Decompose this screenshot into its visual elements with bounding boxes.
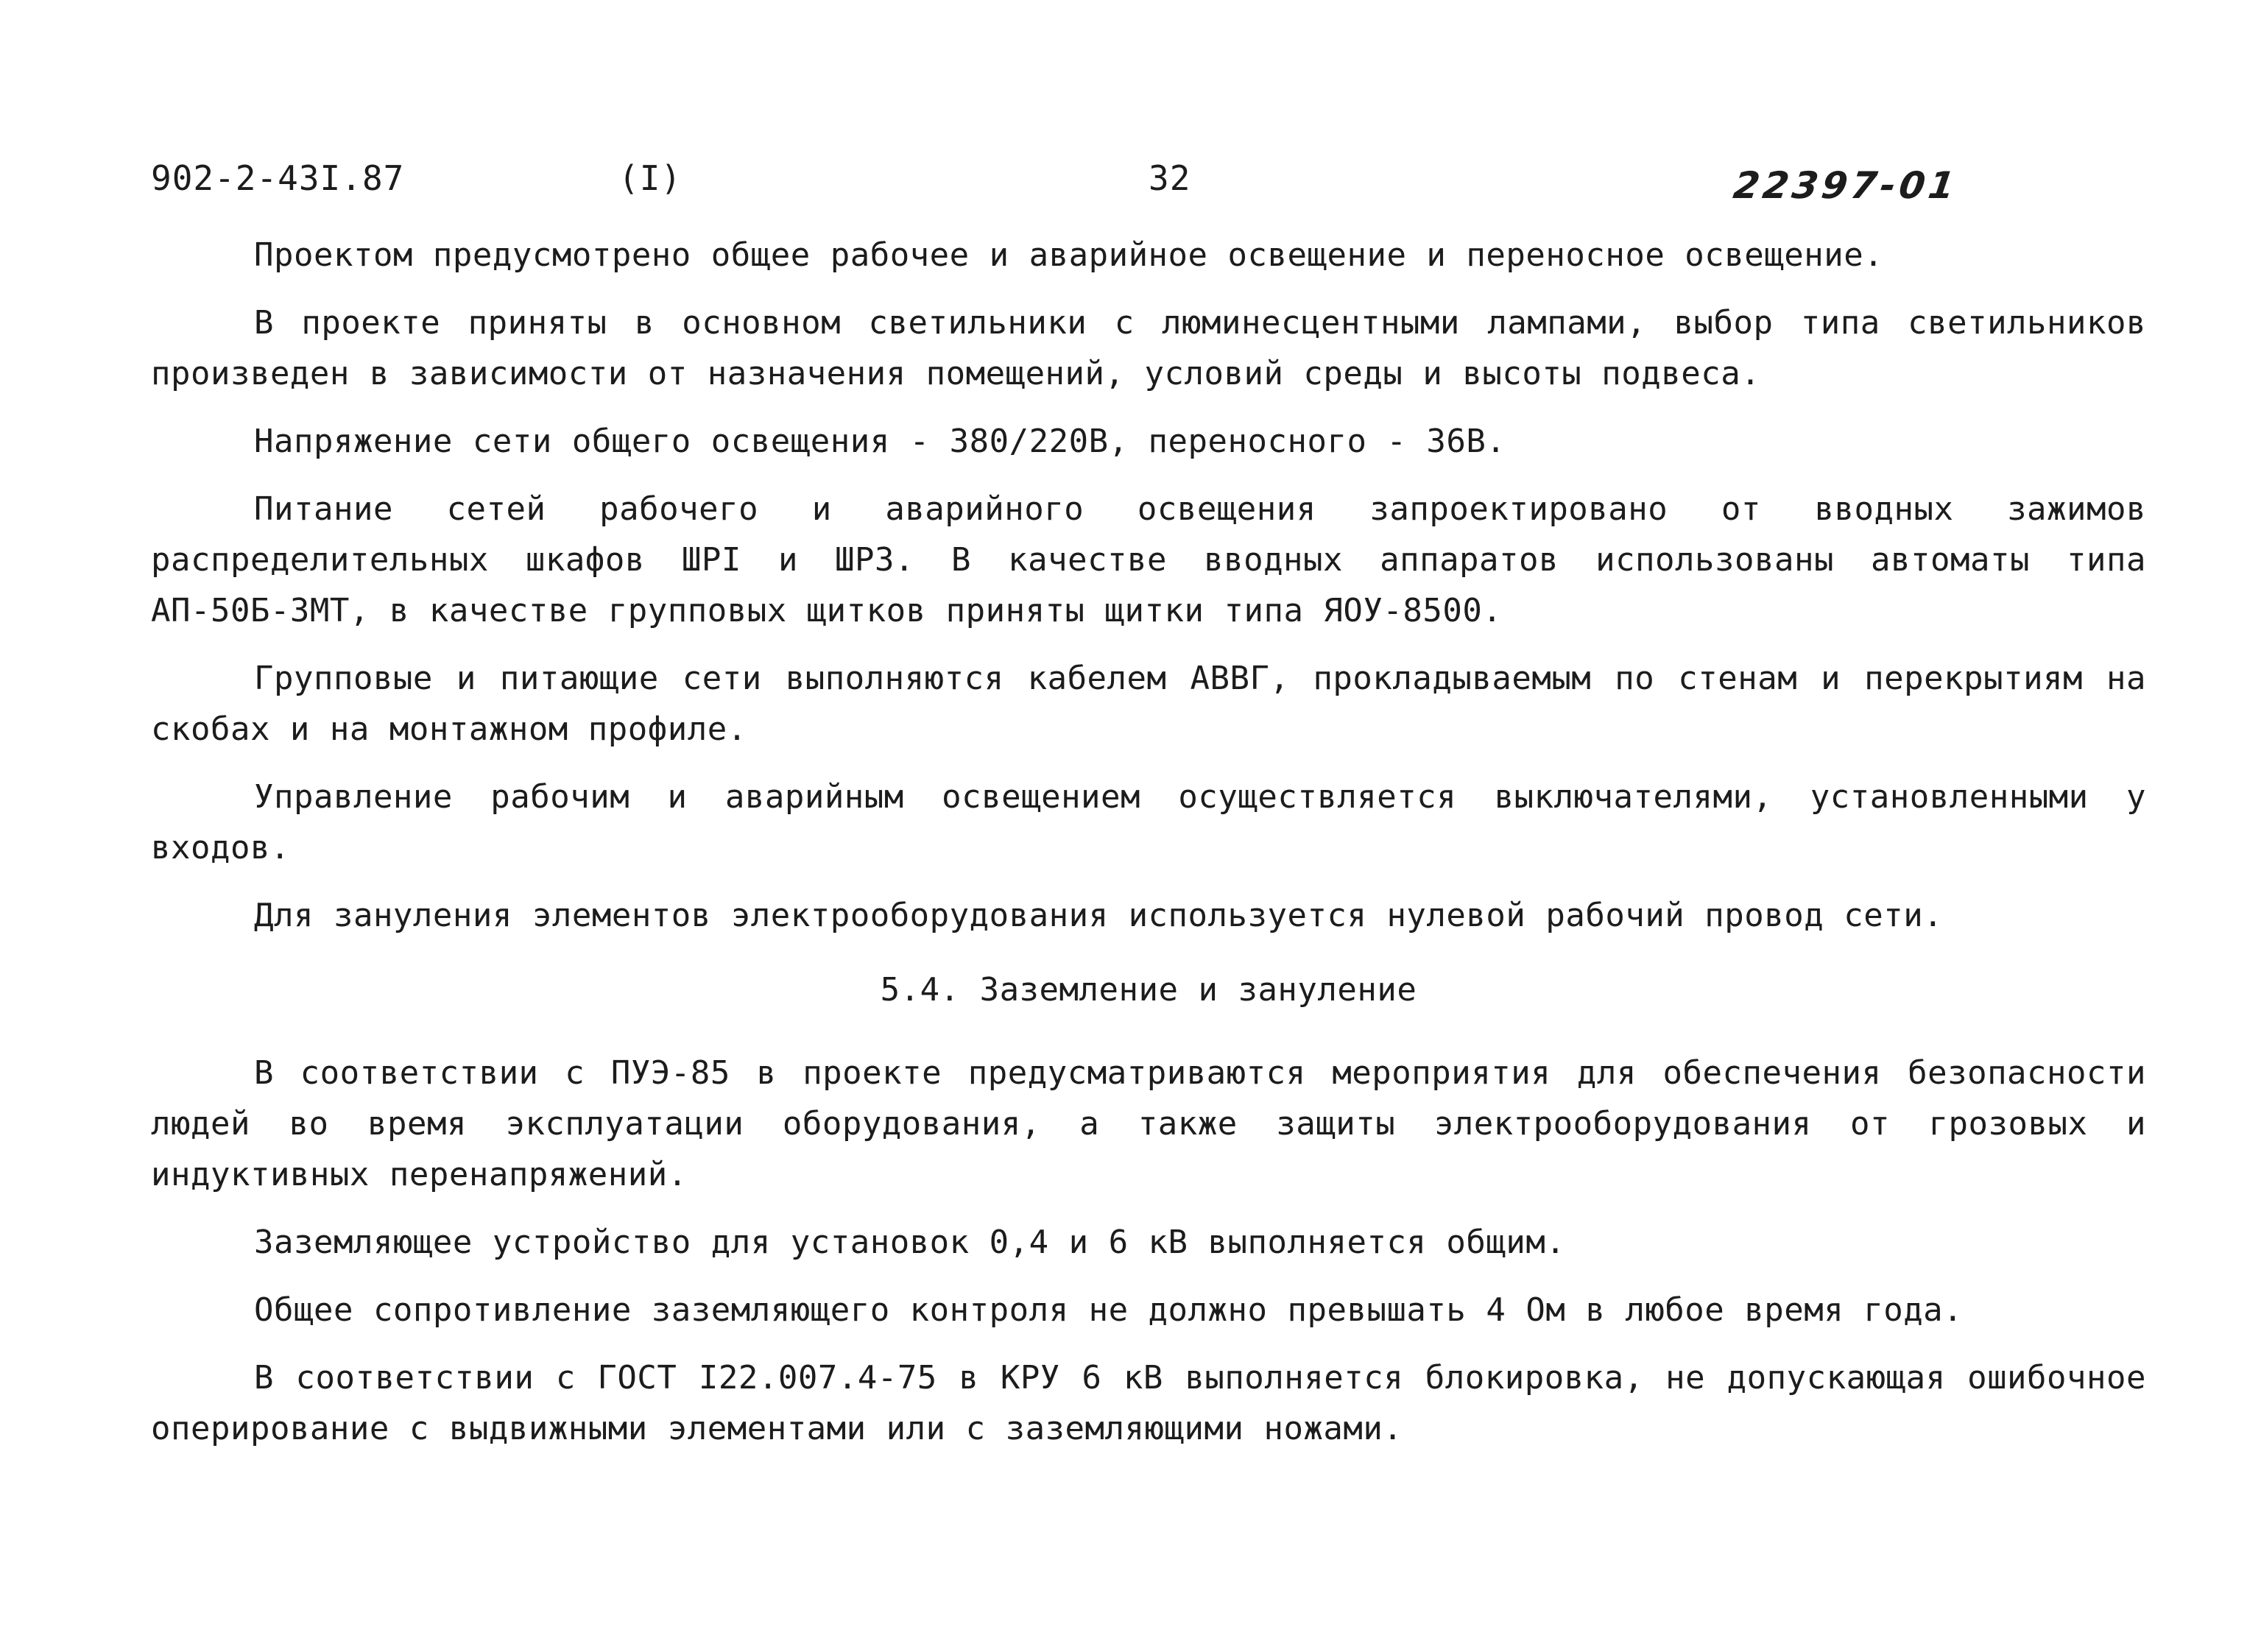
paragraph: Проектом предусмотрено общее рабочее и аварийное освещение и переносное освещение. xyxy=(254,236,1884,274)
paragraph: Питание сетей рабочего и аварийного освещения запроектировано от вводных зажимов распределительных шкафов ШРI и ШР3. В качестве вводных аппаратов использованы автоматы типа АП-50Б-3МТ, в качестве групповых щитков приняты щитки типа ЯОУ-8500. xyxy=(151,490,2146,629)
document-part: (I) xyxy=(618,158,682,198)
paragraph: В соответствии с ГОСТ I22.007.4-75 в КРУ 6 кВ выполняется блокировка, не допускающая ошибочное оперирование с выдвижными элементами или с заземляющими ножами. xyxy=(151,1359,2146,1447)
paragraph: Групповые и питающие сети выполняются кабелем АВВГ, прокладываемым по стенам и перекрытиям на скобах и на монтажном профиле. xyxy=(151,660,2146,748)
page-number: 32 xyxy=(1149,158,1191,198)
paragraph: Управление рабочим и аварийным освещением осуществляется выключателями, установленными у входов. xyxy=(151,778,2146,866)
paragraph: Заземляющее устройство для установок 0,4 и 6 кВ выполняется общим. xyxy=(254,1224,1566,1261)
paragraph: В проекте приняты в основном светильники с люминесцентными лампами, выбор типа светильников произведен в зависимости от назначения помещений, условий среды и высоты подвеса. xyxy=(151,304,2146,392)
document-code: 902-2-43I.87 xyxy=(151,158,405,198)
paragraph: Общее сопротивление заземляющего контроля не должно превышать 4 Ом в любое время года. xyxy=(254,1291,1964,1329)
paragraph: Для зануления элементов электрооборудования используется нулевой рабочий провод сети. xyxy=(254,897,1944,934)
section-heading: 5.4. Заземление и зануление xyxy=(880,971,1417,1009)
paragraph: В соответствии с ПУЭ-85 в проекте предусматриваются мероприятия для обеспечения безопасности людей во время эксплуатации оборудования, а также защиты электрооборудования от грозовых и индуктивных перенапряжений. xyxy=(151,1054,2146,1193)
handwritten-reference-number: 22397-01 xyxy=(1730,164,1961,207)
document-body xyxy=(151,230,2146,1454)
paragraph: Напряжение сети общего освещения - 380/220В, переносного - 36В. xyxy=(254,423,1506,460)
